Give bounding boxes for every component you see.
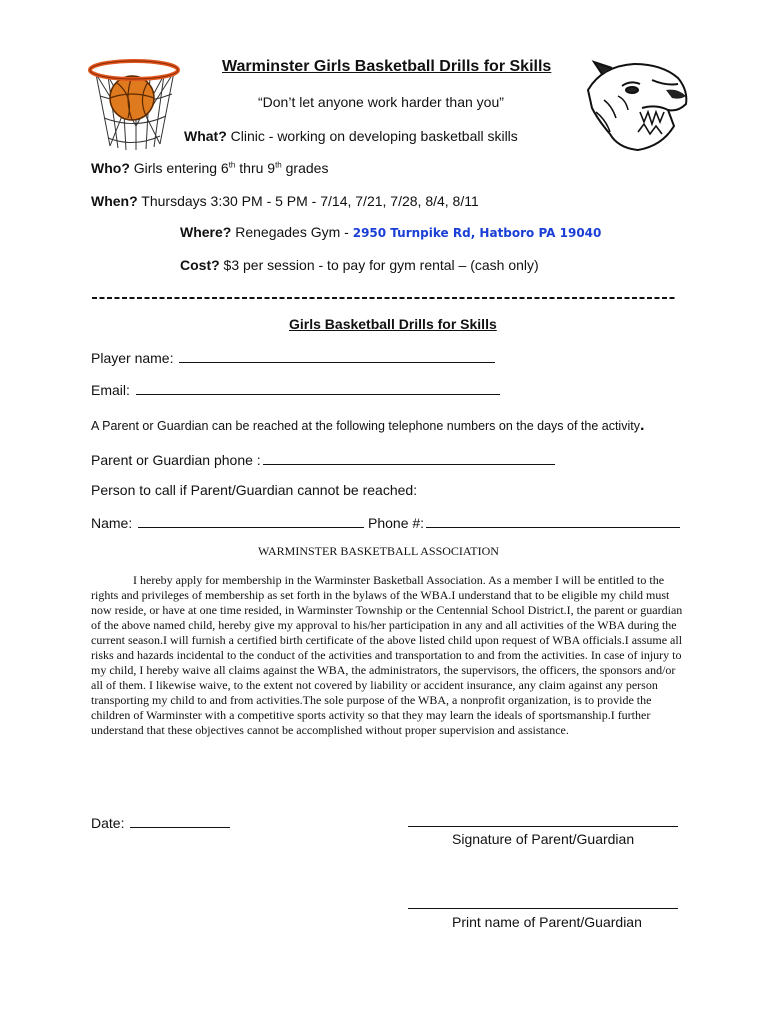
dashed-divider-line	[92, 293, 676, 302]
who-line	[91, 160, 328, 176]
player-name-row	[91, 348, 495, 366]
waiver-paragraph: I hereby apply for membership in the Warminster Basketball Association. As a member I will be entitled to the rights and privileges of membership as set forth in the bylaws of the WBA.I understand that to be eligible my child must now reside, or have at one time resided, in Warminster Township or the Centennial School District.I, the parent or guardian of the above named child, hereby give my approval to his/her participation in any and all activities of the WBA during the current season.I will furnish a certified birth certificate of the above listed child upon request of WBA officials.I assume all risks and hazards incidental to the conduct of the activities and transportation to and from the activities. In case of injury to my child, I hereby waive all claims against the WBA, the administrators, the supervisors, the officers, the sponsors and/or all of them. I likewise waive, to the extent not covered by liability or accident insurance, any claim against any person transporting my child to and from activities.The sole purpose of the WBA, a nonprofit organization, is to provide the children of Warminster with a competitive sports activity so that they may learn the ideals of sportsmanship.I further understand that these objectives cannot be accomplished without proper supervision and assistance.	[91, 573, 683, 737]
player-name-label: Player name:	[91, 350, 178, 366]
date-label: Date:	[91, 815, 129, 831]
who-label: Who?	[91, 160, 130, 176]
basketball-hoop-icon	[88, 56, 180, 154]
guardian-phone-row	[91, 450, 555, 468]
where-address-link[interactable]: 2950 Turnpike Rd, Hatboro PA 19040	[352, 226, 602, 240]
guardian-note-text: A Parent or Guardian can be reached at the following telephone numbers on the days of the activity	[91, 419, 640, 433]
signature-line[interactable]	[408, 826, 678, 827]
what-label: What?	[184, 128, 227, 144]
page-title: Warminster Girls Basketball Drills for Skills	[222, 58, 552, 75]
what-text: Clinic - working on developing basketball skills	[226, 128, 518, 144]
alt-contact-row	[91, 513, 680, 531]
guardian-phone-field[interactable]	[263, 450, 555, 465]
phone-label: Phone #:	[364, 515, 425, 531]
cost-text: $3 per session - to pay for gym rental – (cash only)	[219, 257, 539, 273]
form-title: Girls Basketball Drills for Skills	[289, 316, 497, 332]
who-text-2: thru 9	[235, 160, 276, 176]
email-row	[91, 380, 500, 398]
who-text-1: Girls entering 6	[129, 160, 229, 176]
date-field[interactable]	[130, 813, 230, 828]
panther-mascot-icon	[582, 60, 690, 152]
guardian-note-period: .	[639, 417, 645, 434]
who-text-3: grades	[281, 160, 329, 176]
what-line	[184, 128, 518, 144]
who-sup-2: th	[275, 160, 282, 170]
email-label: Email:	[91, 382, 134, 398]
where-text: Renegades Gym -	[231, 224, 353, 240]
date-row	[91, 813, 230, 831]
name-label: Name:	[91, 515, 137, 531]
guardian-phone-label: Parent or Guardian phone :	[91, 452, 261, 468]
cost-line	[180, 257, 539, 273]
print-name-line[interactable]	[408, 908, 678, 909]
alt-contact-label: Person to call if Parent/Guardian cannot be reached:	[91, 482, 418, 498]
where-label: Where?	[180, 224, 232, 240]
player-name-field[interactable]	[179, 348, 495, 363]
print-name-label: Print name of Parent/Guardian	[452, 914, 642, 930]
signature-label: Signature of Parent/Guardian	[452, 831, 635, 847]
dashed-divider	[92, 292, 676, 302]
association-heading: WARMINSTER BASKETBALL ASSOCIATION	[258, 544, 499, 558]
cost-label: Cost?	[180, 257, 220, 273]
email-field[interactable]	[136, 380, 500, 395]
alt-contact-phone-field[interactable]	[426, 513, 680, 528]
alt-contact-name-field[interactable]	[138, 513, 364, 528]
when-label: When?	[91, 193, 138, 209]
when-line	[91, 193, 479, 209]
motto: “Don’t let anyone work harder than you”	[258, 94, 504, 110]
guardian-note	[91, 417, 644, 435]
when-text: Thursdays 3:30 PM - 5 PM - 7/14, 7/21, 7/28, 8/4, 8/11	[137, 193, 479, 209]
where-line	[180, 224, 601, 240]
who-sup-1: th	[228, 160, 236, 170]
